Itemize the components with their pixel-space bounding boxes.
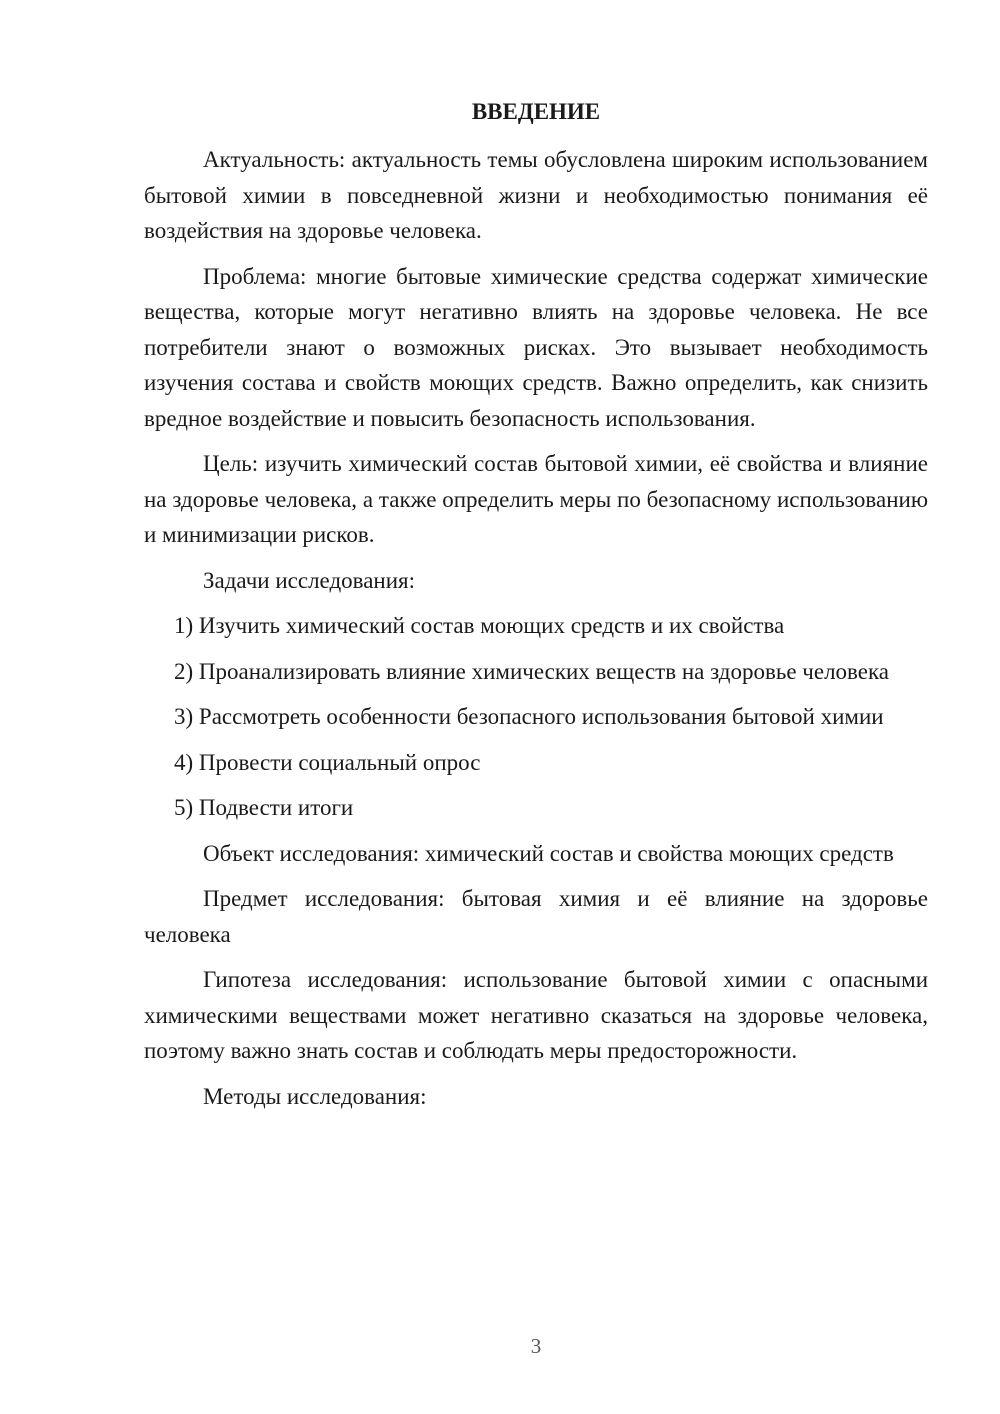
- list-item: 5) Подвести итоги: [174, 795, 354, 820]
- paragraph-subject: Предмет исследования: бытовая химия и её влияние на здоровье человека: [144, 886, 928, 947]
- paragraph-relevance: Актуальность: актуальность темы обусловлена широким использованием бытовой химии в повседневной жизни и необходимостью понимания её воздействия на здоровье человека.: [144, 147, 928, 243]
- paragraph-problem: Проблема: многие бытовые химические средства содержат химические вещества, которые могут негативно влиять на здоровье человека. Не все потребители знают о возможных рисках. Это вызывает необходимость изучения состава и свойств моющих средств. Важно определить, как снизить вредное воздействие и повысить безопасность использования.: [144, 263, 928, 431]
- page-title: ВВЕДЕНИЕ: [471, 99, 601, 124]
- paragraph-goal: Цель: изучить химический состав бытовой химии, её свойства и влияние на здоровье человека, а также определить меры по безопасному использованию и минимизации рисков.: [144, 451, 928, 547]
- tasks-list: [144, 608, 928, 826]
- paragraph-object: Объект исследования: химический состав и свойства моющих средств: [203, 840, 894, 866]
- document-page: [144, 94, 928, 1124]
- methods-heading: Методы исследования:: [203, 1083, 427, 1109]
- tasks-heading: Задачи исследования:: [203, 567, 416, 593]
- paragraph-hypothesis: Гипотеза исследования: использование бытовой химии с опасными химическими веществами может негативно сказаться на здоровье человека, поэтому важно знать состав и соблюдать меры предосторожности.: [144, 967, 928, 1063]
- list-item: 3) Рассмотреть особенности безопасного использования бытовой химии: [174, 704, 884, 729]
- list-item: 4) Провести социальный опрос: [174, 749, 481, 775]
- list-item: 1) Изучить химический состав моющих средств и их свойства: [174, 613, 785, 638]
- list-item: 2) Проанализировать влияние химических веществ на здоровье человека: [174, 658, 890, 684]
- page-number: 3: [530, 1334, 542, 1358]
